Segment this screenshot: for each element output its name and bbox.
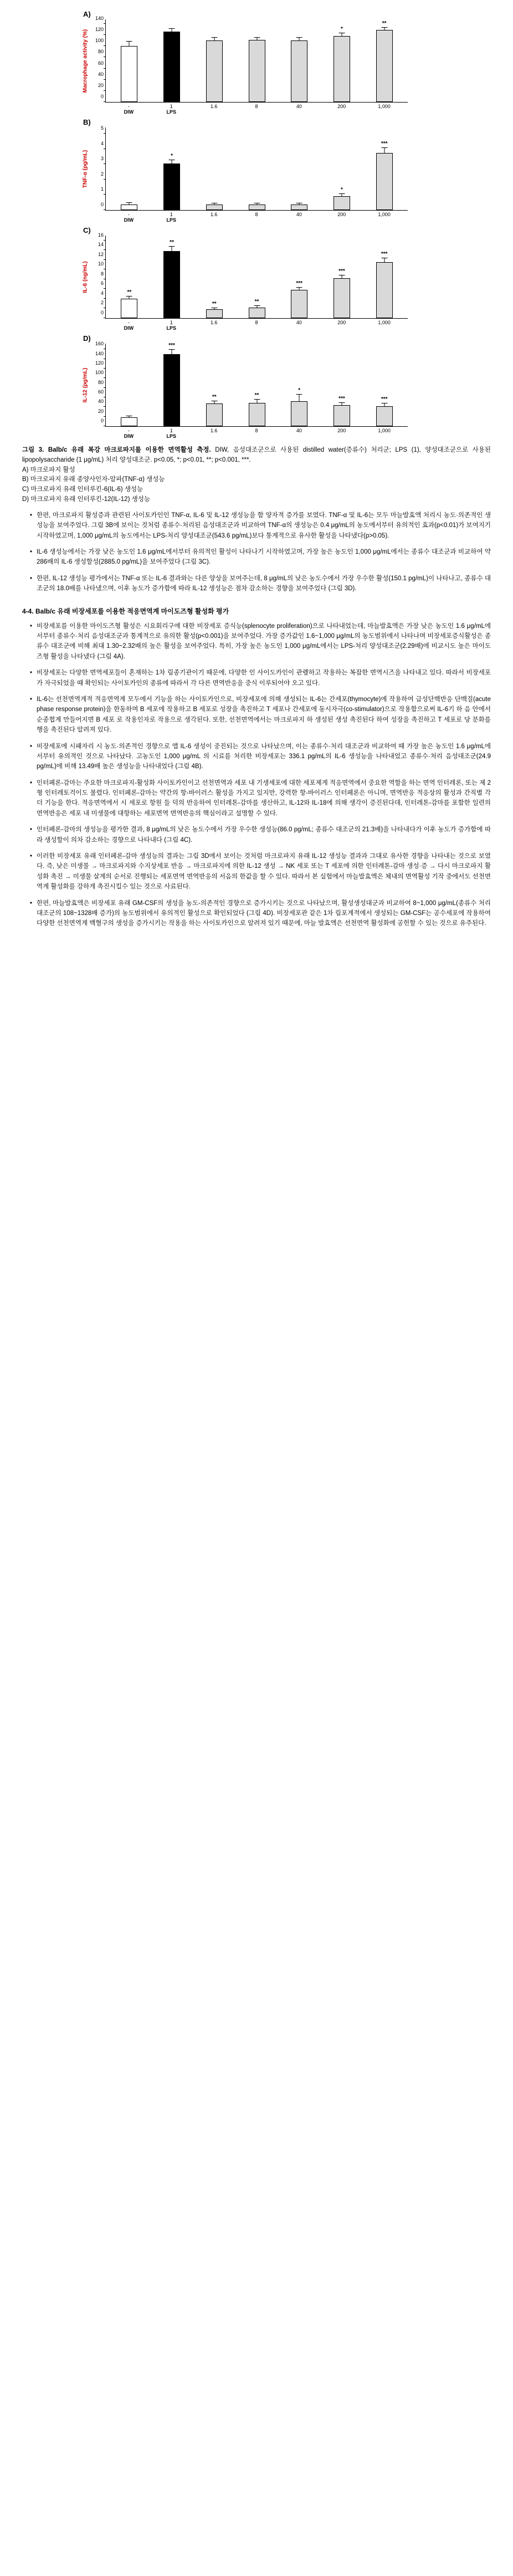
error-bar-cap <box>254 399 260 400</box>
y-axis-tick-label: 0 <box>100 310 104 315</box>
y-axis-tick-label: 3 <box>100 156 104 162</box>
significance-marker: *** <box>296 280 303 287</box>
figure-caption-title: 그림 3. Balb/c 유래 복강 마크로파지를 이용한 면역활성 측정. <box>22 447 211 453</box>
figure-caption <box>22 446 491 466</box>
figure-caption-body: DIW, 음성대조군으로 사용된 distilled water(증류수) 처리군; LPS (1), 양성대조군으로 사용된 lipopolysaccharide (1 μg/mL) 처리 양성대조군. p<0.05, *; p<0.01, **; p<0.001, ***. <box>22 447 491 463</box>
x-axis-group-label <box>235 433 278 439</box>
x-axis-group-label: DIW <box>124 109 134 115</box>
y-axis-tick-label: 16 <box>98 232 104 238</box>
bar-item <box>321 344 363 426</box>
x-axis-tick-label: 1,000 <box>378 320 391 325</box>
chart-panel-d <box>22 334 491 439</box>
y-axis-tick-label: 1 <box>100 186 104 192</box>
x-axis-tick-label: - <box>127 320 130 325</box>
significance-marker: * <box>341 187 343 193</box>
panel-d-grouplabels <box>105 433 408 439</box>
bar-item <box>193 344 235 426</box>
x-axis-tick-label: 200 <box>337 104 346 109</box>
y-axis-tick-label: 140 <box>95 16 104 22</box>
bar-item <box>193 127 235 210</box>
bar-item <box>321 236 363 318</box>
results-bullet-list <box>22 510 491 594</box>
y-axis-tick-label: 80 <box>98 379 104 385</box>
list-item: • 이러한 비장세포 유래 인터페론-감마 생성능의 결과는 그림 3D에서 보이는 것처럼 마크로파지 유래 IL-12 생성능 결과과 그대로 유사한 경향을 나타내는 것으로 보였다. 즉, 낮은 미생물 → 마크로파지와 수지상세포 반응 → 마크로파지에 의한 IL-12 생성 → NK 세포 또는 T 세포에 의한 인터레톤-감마 생성·증 → 다시 마크로파지 활성화 촉진 → 미생물 살계의 순서로 진행되는 세포면역 면역반응의 서음의 한값을 할 수 있다. 따라서 본 실험에서 마늘발효액은 체내의 면역활성 기작 중에서도 선천면역계 활성화를 강하게 촉진시킬수 있는 것으로 사료된다. <box>30 851 491 892</box>
panel-b-label: B) <box>83 118 91 126</box>
panel-b-grouplabels <box>105 217 408 223</box>
bar-group <box>106 236 408 318</box>
x-axis-tick-label: 1,000 <box>378 104 391 109</box>
panel-a-ylabel: Macrophage activity (%) <box>82 29 89 93</box>
bar <box>334 278 350 318</box>
significance-marker: ** <box>382 21 387 27</box>
x-axis-tick-label: 8 <box>255 320 258 325</box>
y-axis-tick-label: 120 <box>95 360 104 366</box>
bar-item <box>278 344 321 426</box>
y-axis-tick-label: 40 <box>98 71 104 77</box>
bar <box>249 308 265 318</box>
panel-d-ylabel: IL-12 (pg/mL) <box>82 367 89 402</box>
panel-c-ylabel: IL-6 (ng/mL) <box>82 260 89 293</box>
y-axis-tick-label: 20 <box>98 408 104 414</box>
panel-a-label: A) <box>83 10 91 18</box>
x-axis-tick-label: - <box>127 104 130 109</box>
list-item: • IL-6는 선천면역계적 적응면역계 모두에서 기능을 하는 사이토카인으로, 비장세포에 의해 생성되는 IL-6는 간세포(thymocyte)에 작용하여 급성단백반응 단백질(acute phase response protein)을 한동하며 B 세포에 작용하고 B 세포로 성장을 촉진하고 T 세포나 간세포에 동시자극(co-stimulator)으로 작용함으로써 IL-6기 하 음 안에서 순종협계 만들어지면 B 세포 로 작용인자로 작용으로 생각된다. 또한, 선천면역에서는 마크로파지 하 생성된 생성 촉진된다 하여 성장을 촉진하고 T 세포로 당 분화를행을 촉진된다 알려져 있다. <box>30 694 491 735</box>
y-axis-tick-label: 0 <box>100 94 104 99</box>
list-item: • 인터페론-감마의 생성능을 평가한 결과, 8 μg/mL의 낮은 농도수에서 가장 우수한 생성능(86.0 pg/mL; 종류수 대조군의 21.3배)을 나타내다가 이후 농도가 증가함에 따라 생성할이 의차 감소하는 경향으로 나타내다 (그림 4C). <box>30 825 491 845</box>
y-axis-tick-label: 140 <box>95 350 104 356</box>
y-axis-tick-label: 100 <box>95 370 104 376</box>
x-axis-group-label <box>363 325 406 331</box>
list-item: • 비장세포를 이용한 마이도즈형 활성은 시요회리구에 대한 비장세포 증식능(splenocyte proliferation)으로 나타내었는데, 마늘발효액은 가장 낮은 농도인 1.6 μg/mL에서부터 종류수·처리 음성대조군과 통계적으로 유의한 활성(p<0.001)을 보여주었다. 가장 증가값인 1.6~1,000 μg/mL의 농도범위에서 나타나며 비장세포증식활성은 종류수 대조군에 비해 최대 1.30~2.32배의 높은 활성을 보여주었다. 특히, 가장 높은 농도인 1,000 μg/mL에서는 LPS-처리 양성대조군(2.29배)에 비교시도 높은 마이도즈형 활성을 나타냈다 (그림 4A). <box>30 621 491 662</box>
bar-item <box>278 19 321 102</box>
list-item: • 비장세포에 시패자리 시 농도·의존적인 경향으로 앱 IL-6 생성이 중진되는 것으로 나타났으며, 이는 종류수·처리 대조군과 비교하여 때 가장 높은 농도인 1.6 μg/mL에서부터 유의적인 것으로 나타났다. 고농도인 1,000 μg/mL 의 시료를 처리한 비장세포는 336.1 pg/mL의 IL-6 생성능을 나타내었고 종류수·처리 음성대조군(24.9 pg/mL)에 비해 13.49배 높은 생성능을 나타내었다 (그림 4B). <box>30 742 491 772</box>
x-axis-group-label: DIW <box>124 217 134 223</box>
caption-line-d: D) 마크로파지 유래 인터루킨-12(IL-12) 생성능 <box>22 496 150 503</box>
y-axis-tick-label: 120 <box>95 27 104 33</box>
significance-marker: *** <box>381 141 388 147</box>
x-axis-group-label <box>363 433 406 439</box>
panel-a-xticklabels <box>105 103 408 109</box>
x-axis-group-label <box>320 217 363 223</box>
error-bar-cap <box>126 296 132 297</box>
x-axis-tick-label: 8 <box>255 428 258 433</box>
x-axis-group-label: DIW <box>124 325 134 331</box>
significance-marker: *** <box>381 251 388 258</box>
bar <box>291 290 307 318</box>
bar <box>249 205 265 210</box>
bar-item <box>151 344 193 426</box>
x-axis-group-label <box>193 109 235 115</box>
x-axis-tick-label: 1.6 <box>210 104 218 109</box>
bar <box>163 163 180 210</box>
bar-item <box>363 236 406 318</box>
x-axis-group-label <box>235 325 278 331</box>
y-axis-tick-label: 10 <box>98 261 104 267</box>
panel-b-xticklabels <box>105 211 408 217</box>
bar <box>334 196 350 210</box>
bar <box>291 401 307 426</box>
error-bar-cap <box>211 37 217 38</box>
significance-marker: * <box>341 26 343 33</box>
bar-item <box>363 127 406 210</box>
y-axis-tick-label: 2 <box>100 171 104 177</box>
bar <box>291 40 307 102</box>
y-axis-tick-label: 5 <box>100 125 104 131</box>
y-axis-tick-label: 40 <box>98 398 104 405</box>
bar <box>121 299 137 318</box>
x-axis-group-label <box>193 433 235 439</box>
bar <box>121 205 137 210</box>
bar-group <box>106 19 408 102</box>
panel-b-ylabel: TNF-α (pg/mL) <box>82 150 89 188</box>
bar-item <box>363 344 406 426</box>
error-bar-cap <box>296 37 302 38</box>
bar <box>334 36 350 102</box>
chart-panel-b <box>22 118 491 223</box>
bar-item <box>278 236 321 318</box>
list-item: • 한편, IL-12 생성능 평가에서는 TNF-α 또는 IL-6 결과와는 다른 양상을 보여주는데, 8 μg/mL의 낮은 농도수에서 가장 우수한 활성(150.1 pg/mL)이 나타나고, 종류수 대조군의 18.0배를 나타냈으며, 이후 농도가 증가함에 따라 IL-12 생성능은 점차 감소하는 경향을 보여주었다 (그림 3D). <box>30 574 491 594</box>
y-axis-tick-label: 80 <box>98 49 104 55</box>
panel-b-plot <box>82 125 408 211</box>
x-axis-group-label <box>363 109 406 115</box>
x-axis-tick-label: 1 <box>170 104 173 109</box>
x-axis-group-label: LPS <box>166 325 177 331</box>
x-axis-tick-label: 1.6 <box>210 428 218 433</box>
bar <box>334 405 350 426</box>
y-axis-tick-label: 20 <box>98 82 104 88</box>
bar-item <box>363 19 406 102</box>
significance-marker: ** <box>127 289 132 295</box>
bar <box>376 406 393 426</box>
panel-d-label: D) <box>83 334 91 343</box>
significance-marker: ** <box>254 299 259 305</box>
x-axis-tick-label: 40 <box>296 320 302 325</box>
panel-c-grouplabels <box>105 325 408 331</box>
error-bar-cap <box>126 41 132 42</box>
significance-marker: *** <box>168 343 175 349</box>
x-axis-tick-label: 1,000 <box>378 428 391 433</box>
x-axis-group-label <box>278 325 320 331</box>
chart-panel-c <box>22 226 491 331</box>
x-axis-tick-label: 40 <box>296 104 302 109</box>
bar <box>206 205 223 210</box>
figure-caption-lines <box>22 466 491 505</box>
significance-marker: * <box>298 387 301 393</box>
x-axis-tick-label: 1 <box>170 428 173 433</box>
list-item: • 한편, 마크로파지 활성증과 관련된 사이토카인인 TNF-α, IL-6 및 IL-12 생성능을 함 양자적 증가를 보였다. TNF-α 및 IL-6는 모두 마늘발효액 처리시 농도·의존적인 생성능을 보여주었다. 그림 3B에 보이는 것처럼 종류수·처리된 음성대조군과 비교하여 TNF-α의 생성능은 0.4 μg/mL의 농도에서부터 유의적인 효과(p<0.01)가 보여지기 시작하였고며, 1,000 μg/mL의 농도에서는 LPS-처리 양성대조군(543.6 pg/mL)보다 통계적으로 유사한 활성을 나타냈다(p>0.05). <box>30 510 491 541</box>
error-bar-cap <box>169 28 175 29</box>
y-axis-tick-label: 6 <box>100 280 104 287</box>
x-axis-group-label <box>193 325 235 331</box>
bar <box>206 309 223 318</box>
y-axis-tick-label: 4 <box>100 140 104 146</box>
y-axis-tick-label: 0 <box>100 418 104 423</box>
x-axis-tick-label: 8 <box>255 212 258 217</box>
error-bar-cap <box>338 402 345 403</box>
list-item: • 비장세포는 다양한 면역세포들이 혼재하는 1차 림종기관이기 때문에, 다양한 인 사이도카인이 관롚하고 작용하는 복잡한 면역시즈을 나타내고 있다. 따라서 비장세포가 자극되었을 때 확인되는 사이토카인의 종류에 따라서 각 다른 면역반응을 중식 이루되어야 오고 있다. <box>30 668 491 688</box>
bar-item <box>321 127 363 210</box>
bar-item <box>108 236 151 318</box>
x-axis-group-label <box>235 217 278 223</box>
x-axis-group-label: LPS <box>166 433 177 439</box>
x-axis-tick-label: - <box>127 212 130 217</box>
error-bar-cap <box>169 246 175 247</box>
bar-item <box>278 127 321 210</box>
bar <box>249 403 265 426</box>
error-bar <box>129 42 130 46</box>
bar-item <box>193 236 235 318</box>
panel-d-plot <box>82 341 408 427</box>
panel-a-grouplabels <box>105 109 408 115</box>
x-axis-tick-label: 40 <box>296 212 302 217</box>
panel-c-xticklabels <box>105 319 408 325</box>
x-axis-group-label <box>193 217 235 223</box>
section-heading: 4-4. Balb/c 유래 비장세포를 이용한 적응면역계 마이도즈형 활성화 평가 <box>22 607 229 615</box>
list-item: • 인터페론-감마는 주요한 마크로파지-활성화 사이토카인이고 선천면역과 세포 내 기생세포에 대한 세포제게 적응면역에서 중요한 역할을 하는 면역 인터레론, 또는 제 2형 인터레토걱이도 불렸다. 인터페론-감마는 약간의 항-바이러스 활성을 가지고 있지만, 강력한 항-바이러스 인터페론은 아니며, 면역반응 적응상의 활성과 간직별 각 더 기능을 한다. 적응면역에서 시 세포로 항원 들 덕의 반응하여 인터레톤-감마를 생산하고, IL-12와 IL-18에 의해 생각이 증진된다데, 인터레톤-감마를 포함한 일련의 면역반응은 세포 내 미생물에 대항하는 세포면역 면역반응의 핵심이라고 설명할 수 있다. <box>30 778 491 819</box>
bar <box>291 205 307 210</box>
significance-marker: ** <box>212 393 217 400</box>
caption-line-a: A) 마크로파지 활성 <box>22 466 75 473</box>
bar <box>206 40 223 102</box>
panel-d-xticklabels <box>105 427 408 433</box>
x-axis-tick-label: 1,000 <box>378 212 391 217</box>
x-axis-tick-label: 1 <box>170 212 173 217</box>
bar <box>206 403 223 426</box>
x-axis-group-label <box>278 433 320 439</box>
x-axis-tick-label: 200 <box>337 320 346 325</box>
x-axis-tick-label: 8 <box>255 104 258 109</box>
y-axis-tick-label: 60 <box>98 60 104 66</box>
x-axis-tick-label: 200 <box>337 212 346 217</box>
bar-item <box>235 19 278 102</box>
document-page <box>0 0 513 952</box>
bar <box>163 354 180 426</box>
caption-line-b: B) 마크로파지 유래 종양사인자-알파(TNF-α) 생성능 <box>22 476 165 483</box>
error-bar-cap <box>254 305 260 306</box>
x-axis-tick-label: 1 <box>170 320 173 325</box>
error-bar-cap <box>296 287 302 288</box>
error-bar-cap <box>254 37 260 38</box>
error-bar-cap <box>169 349 175 350</box>
bar-item <box>151 127 193 210</box>
x-axis-group-label: LPS <box>166 109 177 115</box>
bar <box>121 46 137 102</box>
x-axis-group-label <box>278 217 320 223</box>
chart-panel-a <box>22 10 491 115</box>
significance-marker: ** <box>254 392 259 399</box>
x-axis-group-label <box>278 109 320 115</box>
bar-group <box>106 344 408 426</box>
bar-item <box>235 344 278 426</box>
bar-group <box>106 127 408 210</box>
error-bar-cap <box>381 147 387 148</box>
bar-item <box>193 19 235 102</box>
y-axis-tick-label: 8 <box>100 270 104 277</box>
bar <box>163 251 180 318</box>
y-axis-tick-label: 0 <box>100 202 104 207</box>
bar <box>376 153 393 210</box>
x-axis-group-label <box>320 433 363 439</box>
significance-marker: ** <box>170 239 174 246</box>
bar <box>249 40 265 102</box>
significance-marker: *** <box>381 396 388 403</box>
x-axis-group-label: DIW <box>124 433 134 439</box>
bar-item <box>108 19 151 102</box>
error-bar-cap <box>381 27 387 28</box>
bar-item <box>108 127 151 210</box>
error-bar <box>299 395 300 401</box>
panel-a-plot <box>82 16 408 103</box>
y-axis-tick-label: 14 <box>98 242 104 248</box>
x-axis-tick-label: 40 <box>296 428 302 433</box>
x-axis-tick-label: 1.6 <box>210 320 218 325</box>
y-axis-tick-label: 100 <box>95 38 104 44</box>
significance-marker: ** <box>212 300 217 307</box>
significance-marker: *** <box>338 268 345 274</box>
y-axis-tick-label: 60 <box>98 389 104 395</box>
panel-c-label: C) <box>83 226 91 234</box>
bar-item <box>235 127 278 210</box>
y-axis-tick-label: 12 <box>98 251 104 257</box>
error-bar-cap <box>296 394 302 395</box>
section-bullet-list <box>22 621 491 929</box>
bar <box>121 417 137 426</box>
bar-item <box>151 236 193 318</box>
x-axis-tick-label: - <box>127 428 130 433</box>
bar <box>376 30 393 102</box>
x-axis-tick-label: 1.6 <box>210 212 218 217</box>
x-axis-group-label <box>320 325 363 331</box>
x-axis-tick-label: 200 <box>337 428 346 433</box>
x-axis-group-label: LPS <box>166 217 177 223</box>
x-axis-group-label <box>235 109 278 115</box>
figure-3 <box>22 10 491 439</box>
panel-c-plot <box>82 232 408 319</box>
list-item: • 한편, 마늘발효액은 비장세포 유래 GM-CSF의 생성을 농도-의존적인 경향으로 증가시키는 것으로 나타났으며, 활성생성대군과 비교하여 8~1,000 μg/mL(종류수 처리 대조군의 108~1328배 증가)의 농도범위에서 유의적인 활성으로 확인되었다 (그림 4D). 비장세포관 같은 1차 림포계적에서 생성되는 GM-CSF는 공수세포에 작용하여 다양한 선천면역계 백혈구의 생성을 증가시키는 작용을 하는 사이토카인으로 알려져 있기 때문에, 마늘 발효액은 선천면역 활성화에 공헌할 수 있는 것으로 유주된다. <box>30 898 491 929</box>
bar <box>376 262 393 318</box>
bar <box>163 32 180 102</box>
significance-marker: * <box>171 152 173 159</box>
bar-item <box>108 344 151 426</box>
caption-line-c: C) 마크로파지 유래 인터루킨-6(IL-6) 생성능 <box>22 486 143 493</box>
significance-marker: *** <box>338 395 345 402</box>
x-axis-group-label <box>363 217 406 223</box>
x-axis-group-label <box>320 109 363 115</box>
error-bar-cap <box>126 202 132 203</box>
y-axis-tick-label: 4 <box>100 290 104 296</box>
y-axis-tick-label: 160 <box>95 341 104 347</box>
bar-item <box>151 19 193 102</box>
list-item: • IL-6 생성능에서는 가장 낮은 농도인 1.6 μg/mL에서부터 유의적인 활성이 나타나기 시작하였고며, 가장 높은 농도인 1,000 μg/mL에서는 종류수 대조군과 비교하여 약 286배의 IL-6 생성할성(2885.0 pg/mL)을 보여주었다 (그림 3C). <box>30 547 491 568</box>
y-axis-tick-label: 2 <box>100 300 104 306</box>
error-bar-cap <box>338 193 345 194</box>
bar-item <box>235 236 278 318</box>
bar-item <box>321 19 363 102</box>
